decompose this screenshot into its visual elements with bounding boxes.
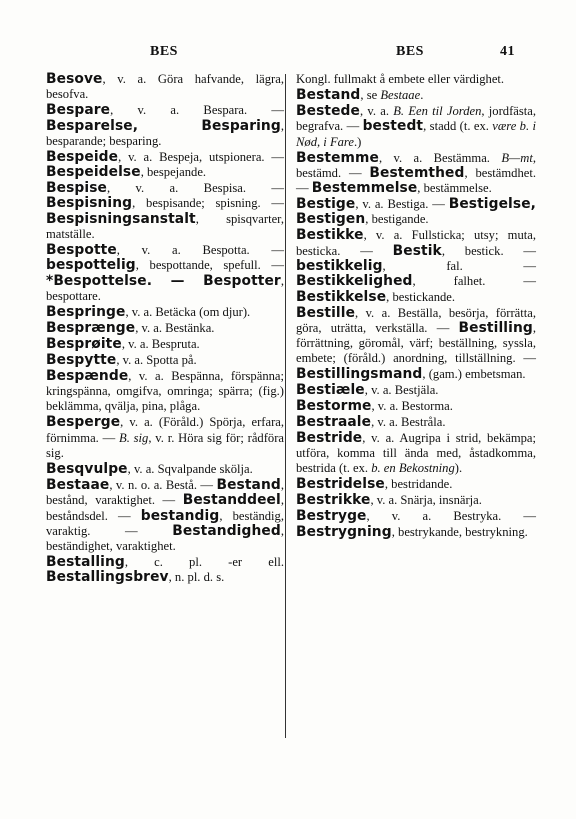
right-column (296, 72, 536, 541)
dictionary-entry (46, 103, 284, 149)
italic-text: B. Een til Jorden (393, 103, 482, 118)
headword: bestedt (362, 118, 424, 135)
headword: Bespotte (46, 242, 117, 259)
definition-text: , v. a. Snärja, insnärja. (370, 493, 482, 508)
definition-text: , v. a. Bespara. — (110, 103, 284, 118)
definition-text: , v. a. (Föråld.) Spörja, erfara, förnimma. — (46, 415, 284, 445)
definition-text: , v. a. Spotta på. (116, 352, 197, 367)
definition-text: , stadd (t. ex. (423, 119, 493, 134)
definition-text: , jordfästa, begrafva. — (296, 103, 536, 134)
definition-text: , v. a. (359, 103, 394, 118)
dictionary-entry (296, 197, 536, 228)
headword: Bespytte (46, 351, 117, 368)
headword: Bestille (296, 304, 356, 321)
definition-text: , bestämmelse. (417, 181, 492, 196)
definition-text: .) (353, 134, 362, 149)
headword: Besprøite (46, 335, 122, 352)
definition-text: , bespisande; spisning. — (132, 196, 284, 211)
dictionary-entry (46, 243, 284, 304)
right-running-head: BES (396, 44, 424, 59)
dictionary-entry (296, 477, 536, 492)
headword: Bestorme (296, 397, 372, 414)
running-header (0, 44, 576, 66)
dictionary-entry (46, 369, 284, 415)
definition-text: , v. a. Augripa i strid, bekämpa; utföra, komma till ända med, åstadkomma, bestrida (t. ex. (296, 430, 536, 476)
definition-text: , n. pl. d. s. (168, 570, 225, 585)
headword: Bestandighed (172, 522, 281, 539)
dictionary-entry (296, 399, 536, 414)
headword: Bestemme (296, 149, 379, 166)
dictionary-entry (46, 353, 284, 368)
definition-text: , bestick. — (441, 243, 536, 258)
headword: Bestikke (296, 227, 364, 244)
dictionary-entry (46, 337, 284, 352)
definition-text: ). (454, 461, 463, 476)
definition-text: , beständig, varaktig. — (46, 508, 284, 538)
italic-text: B—mt (501, 150, 533, 165)
headword: Bespisningsanstalt (46, 210, 196, 227)
headword: Bestanddeel (182, 492, 281, 509)
headword: Bestikkelse (296, 288, 387, 305)
definition-text: , v. a. Bespeja, utspionera. — (118, 149, 284, 164)
headword: Bestrygning (296, 523, 392, 540)
definition-text: , v. a. Sqvalpande skölja. (127, 461, 253, 476)
definition-text: , v. a. Fullsticka; utsy; muta, besticka. — (296, 228, 536, 258)
definition-text: , bestridande. (384, 477, 453, 492)
headword: Bestik (392, 242, 442, 259)
dictionary-entry (296, 415, 536, 430)
definition-text: , fal. — (382, 259, 536, 273)
headword: Bestige (296, 196, 356, 213)
headword: Bestryge (296, 508, 367, 525)
dictionary-entry (46, 150, 284, 181)
headword: Bestalling (46, 554, 125, 571)
definition-text: , v. a. Bestråla. (371, 414, 446, 429)
italic-text: b. en Bekostning (371, 461, 455, 476)
headword: Bestiæle (296, 381, 365, 398)
definition-text: Kongl. fullmakt å embete eller värdighet. (296, 72, 505, 86)
dictionary-entry (296, 104, 536, 150)
headword: Bestillingsmand (296, 365, 423, 382)
headword: bestikkelig (296, 258, 383, 274)
headword: bespottelig (46, 257, 136, 274)
headword: Bespeidelse (46, 164, 141, 181)
definition-text: , bestämd. — (296, 150, 536, 180)
definition-text: , v. a. Beställa, besörja, förrätta, göra, uträtta, verkställa. — (296, 305, 536, 335)
definition-text: , beständighet, varaktighet. (46, 523, 284, 554)
definition-text: , beståndsdel. — (46, 493, 284, 523)
definition-text: , v. a. Bespotta. — (116, 243, 284, 258)
headword: Bestemthed (369, 164, 465, 181)
definition-text: , (gam.) embetsman. (422, 366, 526, 381)
dictionary-entry (46, 478, 284, 554)
left-running-head: BES (150, 44, 178, 59)
definition-text: , bestickande. (386, 289, 456, 304)
headword: Bespænde (46, 367, 129, 384)
definition-text: , v. a. Bestänka. (135, 320, 215, 335)
definition-text: , se (360, 87, 381, 102)
dictionary-entry (46, 72, 284, 103)
dictionary-entry (46, 415, 284, 461)
headword: Bestand (296, 86, 361, 103)
dictionary-entry (46, 305, 284, 320)
headword: Bestede (296, 102, 360, 119)
definition-text: , bespottande, spefull. — (135, 258, 284, 273)
headword: Bespise (46, 180, 107, 197)
headword: Bespringe (46, 303, 126, 320)
column-divider (285, 74, 286, 738)
definition-text: , besparande; besparing. (46, 118, 284, 148)
definition-text: , v. a. Bestjäla. (364, 382, 439, 397)
definition-text: , v. a. Betäcka (om djur). (125, 304, 251, 319)
definition-text: , v. r. Höra sig för; rådföra sig. (46, 430, 284, 460)
headword: Bestaae (46, 476, 110, 493)
headword: Besove (46, 71, 103, 87)
dictionary-entry (296, 228, 536, 304)
definition-text: , bespottare. (46, 273, 284, 303)
definition-text: , c. pl. -er ell. (124, 555, 284, 570)
dictionary-entry (296, 151, 536, 197)
definition-text: , v. n. o. a. Bestå. — (109, 477, 217, 492)
definition-text: , bestånd, varaktighet. — (46, 477, 284, 508)
dictionary-entry (46, 555, 284, 586)
headword: Bestemmelse (311, 180, 418, 197)
italic-text: være b. i Nød, i Fare (296, 119, 536, 149)
definition-text: , bestigande. (365, 212, 429, 227)
definition-text: , v. a. Bespruta. (121, 336, 200, 351)
headword: Bestilling (458, 319, 533, 336)
definition-text: , v. a. Bestorma. (371, 398, 453, 413)
headword: bestandig (140, 507, 220, 524)
page-number: 41 (500, 44, 515, 59)
headword: Bespeide (46, 148, 119, 165)
headword: Bestridelse (296, 476, 385, 493)
definition-text: , spisqvarter, matställe. (46, 211, 284, 242)
headword: Bestrikke (296, 492, 371, 509)
dictionary-entry (296, 431, 536, 477)
definition-text: , v. a. Bestryka. — (366, 509, 536, 524)
definition-text: , v. a. Bestiga. — (355, 197, 449, 212)
headword: Besparelse, Besparing (46, 117, 281, 134)
headword: Bestand (216, 476, 281, 493)
definition-text: , v. a. Bestämma. (378, 150, 502, 165)
headword: Besperge (46, 414, 121, 431)
headword: Bestraale (296, 413, 372, 430)
dictionary-entry (46, 181, 284, 242)
headword: Bestallingsbrev (46, 569, 169, 586)
definition-text: , bespejande. (140, 165, 207, 180)
headword: Bestride (296, 429, 363, 446)
dictionary-entry (296, 306, 536, 382)
headword: Bestigelse, Bestigen (296, 196, 536, 228)
headword: Bestikkelighed (296, 273, 413, 290)
dictionary-entry (46, 462, 284, 477)
italic-text: B. sig (119, 430, 149, 445)
headword: Besprænge (46, 319, 136, 336)
definition-text: , v. a. Göra hafvande, lägra, besofva. (46, 72, 284, 102)
dictionary-entry (296, 493, 536, 508)
dictionary-entry (296, 383, 536, 398)
dictionary-entry (296, 72, 536, 87)
definition-text: , v. a. Bespänna, förspänna; kringspänna, omgifva, omringa; spärra; (fig.) beklämma, qvälja, pina, plåga. (46, 368, 284, 414)
definition-text: . (420, 87, 424, 102)
headword: Bespisning (46, 195, 133, 212)
dictionary-entry (46, 321, 284, 336)
headword: Bespare (46, 102, 111, 119)
definition-text: , bestämdhet. — (296, 165, 536, 196)
definition-text: , förrättning, göromål, värf; beställning, syssla, embete; (föråld.) anordning, tillställning. — (296, 320, 536, 366)
dictionary-entry (296, 509, 536, 540)
definition-text: , v. a. Bespisa. — (106, 181, 284, 196)
italic-text: Bestaae (380, 87, 421, 102)
definition-text: , bestrykande, bestrykning. (391, 524, 528, 539)
left-column (46, 72, 284, 586)
headword: Besqvulpe (46, 460, 128, 477)
headword: *Bespottelse. — Bespotter (46, 272, 281, 289)
dictionary-entry (296, 88, 536, 103)
definition-text: , falhet. — (412, 274, 536, 289)
